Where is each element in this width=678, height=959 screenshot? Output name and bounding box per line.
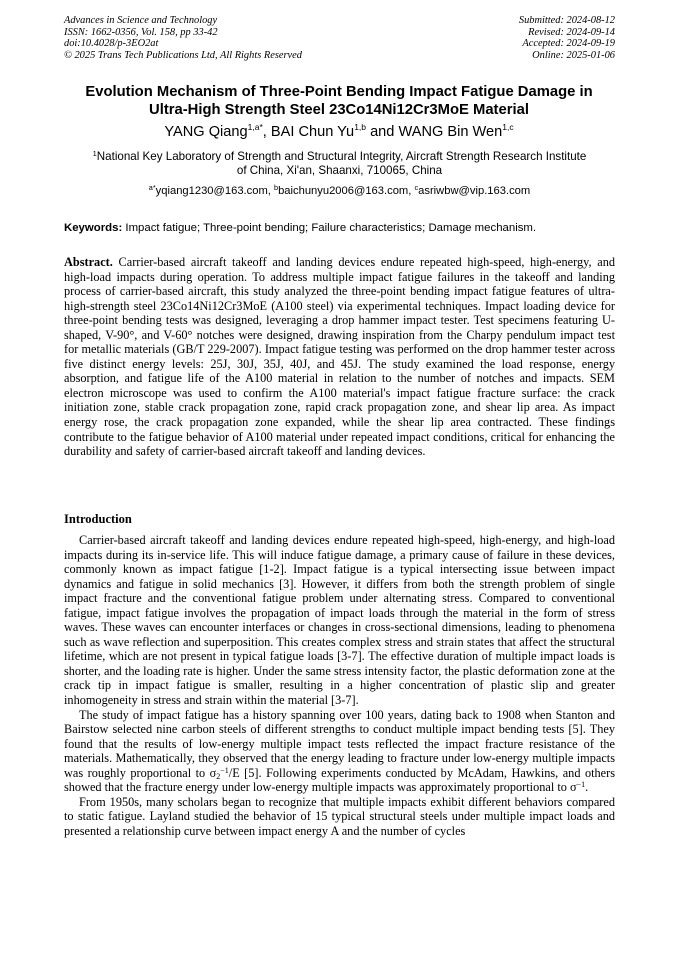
email-mark: a* xyxy=(148,183,156,192)
author-separator: and xyxy=(366,124,399,140)
paragraph: From 1950s, many scholars began to recognize that multiple impacts exhibit different behaviors compared to static fatigue. Layland studied the behavior of 15 typical structural steels under multiple impact loads and presented a relationship curve between impact energy A and the number of cycles xyxy=(64,794,615,838)
author-name: YANG Qiang xyxy=(164,124,248,140)
author-affiliation-mark: 1,b xyxy=(354,122,367,132)
affiliation xyxy=(64,150,615,178)
paragraph: Carrier-based aircraft takeoff and landing devices endure repeated high-speed, high-energy, and high-load impacts during its in-service life. This will induce fatigue damage, a primary cause of failure in these devices, commonly known as impact fatigue [1-2]. Impact fatigue is a typical intersecting issue between impact dynamics and fatigue in solid mechanics [3]. However, it differs from both the strength problem of single impact fracture and the conventional fatigue problem under alternating stress. Compared to conventional fatigue, impact fatigue involves the propagation of impact loads through the material in the form of stress waves. These waves can encounter interfaces or changes in cross-sectional dimensions, leading to phenomena such as wave reflection and superposition. This creates complex stress and strain states that affect the structural lifetime, which are not present in typical fatigue loads [3-7]. The effective duration of multiple impact loads is shorter, and the loading rate is higher. Under the same stress intensity factor, the plastic deformation zone at the crack tip in impact fatigue is smaller, resulting in a higher concentration of plastic slip and greater inhomogeneity in stress and strain within the material [3-7]. xyxy=(64,533,615,708)
paragraph-text: . xyxy=(585,780,589,795)
affiliation-line-1 xyxy=(64,150,615,164)
paragraph-text: /E [5]. Following experiments conducted by McAdam, Hawkins, and others showed that the fracture energy under low-energy multiple impacts was approximately proportional to σ xyxy=(64,765,615,795)
author-name: WANG Bin Wen xyxy=(398,124,503,140)
copyright-line: © 2025 Trans Tech Publications Ltd, All Rights Reserved xyxy=(64,49,302,61)
author-emails xyxy=(64,184,615,198)
affiliation-mark: 1 xyxy=(92,149,97,158)
abstract-label: Abstract. xyxy=(64,255,113,269)
keywords-label: Keywords: xyxy=(64,222,123,234)
revised-date: Revised: 2024-09-14 xyxy=(528,26,615,38)
affiliation-text: National Key Laboratory of Strength and Structural Integrity, Aircraft Strength Research Institute xyxy=(96,150,587,163)
publication-dates xyxy=(519,15,615,61)
paragraph-text: The study of impact fatigue has a history spanning over 100 years, dating back to 1908 when Stanton and Bairstow selected nine carbon steels of different strengths to conduct multiple impact bending tests [5]. They found that the results of low-energy multiple impact tests reflected the impact fracture resistance of the materials. Mathematically, they observed that the energy leading to fracture under low-energy multiple impacts was roughly proportional to σ xyxy=(64,707,615,780)
keywords-text: Impact fatigue; Three-point bending; Failure characteristics; Damage mechanism. xyxy=(122,222,537,234)
abstract xyxy=(64,255,615,459)
online-date: Online: 2025-01-06 xyxy=(532,49,615,61)
section-heading: Introduction xyxy=(64,512,132,526)
math-subscript: 2 xyxy=(216,771,221,781)
author-affiliation-mark: 1,a* xyxy=(247,122,263,132)
affiliation-line-2: of China, Xi'an, Shaanxi, 710065, China xyxy=(236,164,443,177)
issn-line: ISSN: 1662-0356, Vol. 158, pp 33-42 xyxy=(64,26,218,38)
introduction-body xyxy=(64,533,615,838)
math-superscript: −1 xyxy=(220,765,229,775)
journal-name: Advances in Science and Technology xyxy=(64,15,218,26)
email-address[interactable]: yqiang1230@163.com xyxy=(155,185,268,197)
email-mark: b xyxy=(274,183,279,192)
abstract-text: Carrier-based aircraft takeoff and landing devices endure repeated high-speed, high-energy, and high-load impacts during operation. To address multiple impact fatigue failures in the takeoff and landing process of carrier-based aircraft, this study analyzed the three-point bending impact fatigue features of ultra-high-strength steel 23Co14Ni12Cr3MoE (A100 steel) via experimental techniques. Impact loading device for three-point bending tests was designed, leveraging a drop hammer impact tester. Test specimens featuring U-shaped, V-90°, and V-60° notches were designed, drawing inspiration from the Charpy pendulum impact test for metallic materials (GB/T 229-2007). Impact fatigue testing was performed on the drop hammer tester across five distinct energy levels: 25J, 30J, 35J, 40J, and 45J. The study examined the load response, energy absorption, and fatigue life of the A100 material in relation to the number of notches and impacts. SEM electron microscope was used to confirm the A100 material's impact fatigue fracture surface: the crack initiation zone, stable crack propagation zone, rapid crack propagation zone, and shear lip area. As impact energy rose, the crack propagation zone expanded, while the shear lip area contracted. These findings contribute to the fatigue behavior of A100 material under repeated impact conditions, critical for enhancing the durability and safety of carrier-based aircraft takeoff and landing devices. xyxy=(64,255,615,459)
author-name: BAI Chun Yu xyxy=(270,124,355,140)
submitted-date: Submitted: 2024-08-12 xyxy=(518,15,615,26)
author-list xyxy=(50,124,628,141)
author-separator: , xyxy=(262,124,271,140)
paper-title xyxy=(50,83,628,119)
email-address[interactable]: baichunyu2006@163.com xyxy=(278,185,409,197)
email-mark: c xyxy=(414,183,419,192)
accepted-date: Accepted: 2024-09-19 xyxy=(522,38,615,49)
doi-line: doi:10.4028/p-3EO2at xyxy=(64,38,159,49)
email-separator: , xyxy=(267,185,275,197)
title-line-2: Ultra-High Strength Steel 23Co14Ni12Cr3MoE Material xyxy=(149,102,529,118)
math-superscript: −1 xyxy=(576,780,586,790)
keywords xyxy=(64,221,615,235)
email-separator: , xyxy=(408,185,415,197)
journal-info xyxy=(64,15,302,61)
email-address[interactable]: asriwbw@vip.163.com xyxy=(418,185,531,197)
author-affiliation-mark: 1,c xyxy=(502,122,514,132)
paragraph xyxy=(64,708,615,795)
title-line-1: Evolution Mechanism of Three-Point Bending Impact Fatigue Damage in xyxy=(85,84,593,100)
